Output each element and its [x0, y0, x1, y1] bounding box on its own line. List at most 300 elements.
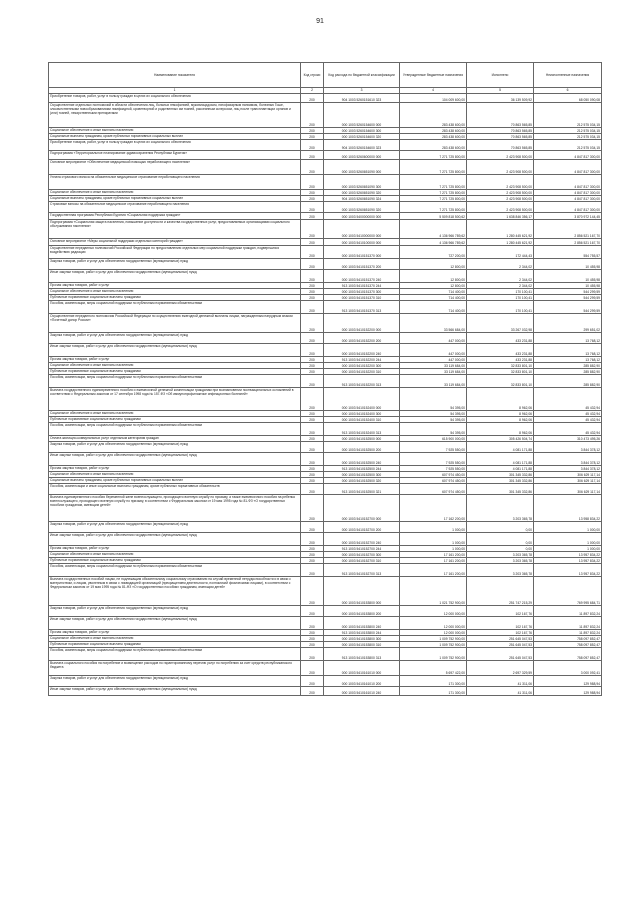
row-remaining: 285 882,90 [534, 375, 602, 388]
row-approved: 54 395,00 [400, 388, 467, 411]
row-executed: 170 100,41 [467, 301, 534, 314]
table-row [49, 259, 602, 270]
row-kbk: 000 1003 5410152500 320 [324, 478, 400, 484]
row-kbk: 000 1003 5410152700 310 [324, 558, 400, 564]
row-line-code: 200 [301, 375, 324, 388]
row-remaining: 3 844 378,12 [534, 466, 602, 472]
row-approved: 7 271 725 800,00 [400, 190, 467, 196]
row-name: Основное мероприятие «Обеспечение медицинской помощью неработающего населения» [49, 160, 301, 175]
table-row [49, 577, 602, 606]
row-remaining: 129 988,94 [534, 687, 602, 696]
row-name: Прочая закупка товаров, работ и услуг [49, 630, 301, 636]
row-name: Выплата государственных пособий лицам, не подлежащим обязательному социальному страхованию на случай временной нетрудоспособности и в связи с материнством, и лицам, уволенным в связи с ликвидацией организаций (прекращением деятельности, полномочий физическими лицами), в соответствии с Федеральным законом от 19 мая 1995 года № 81-ФЗ «О государственных пособиях гражданам, имеющим детей» [49, 577, 301, 606]
row-remaining: 1 000,00 [534, 546, 602, 552]
row-executed: 70 863 565,85 [467, 103, 534, 128]
row-executed: 8 962,06 [467, 388, 534, 411]
row-line-code: 200 [301, 190, 324, 196]
row-kbk: 000 1003 5410152200 240 [324, 344, 400, 357]
row-executed: 32 833 801,10 [467, 375, 534, 388]
row-executed: 3 203 365,78 [467, 564, 534, 577]
row-kbk: 000 1003 5260600000 000 [324, 151, 400, 160]
row-executed: 3 203 365,78 [467, 495, 534, 522]
row-approved: 7 271 725 800,00 [400, 160, 467, 175]
table-row [49, 314, 602, 333]
row-remaining: 13 958 834,22 [534, 495, 602, 522]
row-line-code: 200 [301, 484, 324, 495]
row-line-code: 200 [301, 687, 324, 696]
table-row [49, 333, 602, 344]
row-approved: 4 136 966 789,62 [400, 239, 467, 246]
row-kbk: 000 1003 5410152400 310 [324, 417, 400, 423]
row-approved: 7 271 725 800,00 [400, 196, 467, 202]
table-row [49, 661, 602, 676]
row-name: Социальное обеспечение и иные выплаты населению [49, 472, 301, 478]
row-executed: 2 344,02 [467, 259, 534, 270]
table-row [49, 160, 602, 175]
row-executed: 70 863 565,85 [467, 140, 534, 151]
row-executed: 102 167,76 [467, 617, 534, 630]
row-name: Подпрограмма «Территориальное планирование здравоохранения Республики Бурятия» [49, 151, 301, 160]
row-name: Иные закупки товаров, работ и услуг для обеспечения государственных (муниципальных) нужд [49, 453, 301, 466]
row-approved: 54 395,00 [400, 411, 467, 417]
row-approved: 283 438 600,00 [400, 128, 467, 134]
row-executed: 3 203 365,78 [467, 552, 534, 558]
row-name: Подпрограмма «Социальная защита населения, повышение доступности и качества государственных услуг, предоставляемых организациями социального обслуживания населения» [49, 220, 301, 239]
row-kbk: 000 1003 5410161010 200 [324, 676, 400, 687]
header-line-code: Код строки [301, 63, 324, 88]
row-name: Закупка товаров, работ и услуг для обеспечения государственных (муниципальных) нужд [49, 606, 301, 617]
row-executed: 32 833 801,10 [467, 363, 534, 369]
row-name: Иные закупки товаров, работ и услуг для обеспечения государственных (муниципальных) нужд [49, 344, 301, 357]
row-line-code: 200 [301, 577, 324, 606]
row-line-code: 200 [301, 617, 324, 630]
row-executed: 251 645 047,53 [467, 648, 534, 661]
row-kbk: 000 1003 5410153800 240 [324, 617, 400, 630]
row-name: Пособия, компенсации, меры социальной поддержки по публичным нормативным обязательствам [49, 564, 301, 577]
row-line-code: 200 [301, 436, 324, 442]
row-line-code: 200 [301, 160, 324, 175]
row-approved: 54 395,00 [400, 423, 467, 436]
row-approved: 104 009 600,00 [400, 94, 467, 103]
row-executed: 1 638 846 356,17 [467, 213, 534, 220]
row-remaining: 3 000 092,41 [534, 661, 602, 676]
row-approved: 1 009 752 900,00 [400, 648, 467, 661]
row-kbk: 000 1003 5410152200 300 [324, 363, 400, 369]
table-row [49, 388, 602, 411]
row-approved: 7 925 550,00 [400, 453, 467, 466]
row-line-code: 200 [301, 453, 324, 466]
row-name: Социальные выплаты гражданам, кроме публичных нормативных социальных выплат [49, 478, 301, 484]
table-row [49, 687, 602, 696]
header-unexecuted-appropriations: Неисполненные назначения [534, 63, 602, 88]
row-remaining: 285 882,90 [534, 369, 602, 375]
row-kbk: 000 1003 5410100000 000 [324, 239, 400, 246]
row-executed: 2 423 908 500,00 [467, 202, 534, 213]
row-remaining: 544 299,59 [534, 289, 602, 295]
row-executed: 4 081 171,88 [467, 466, 534, 472]
row-name: Иные закупки товаров, работ и услуг для обеспечения государственных (муниципальных) нужд [49, 270, 301, 283]
row-line-code: 200 [301, 642, 324, 648]
row-remaining: 2 856 521 167,70 [534, 239, 602, 246]
row-kbk: 000 1003 5410151370 310 [324, 295, 400, 301]
row-line-code: 200 [301, 676, 324, 687]
row-remaining: 212 575 034,15 [534, 128, 602, 134]
row-line-code: 200 [301, 259, 324, 270]
row-executed: 433 231,88 [467, 344, 534, 357]
row-line-code: 200 [301, 301, 324, 314]
row-name: Социальное обеспечение и иные выплаты населению [49, 190, 301, 196]
row-kbk: 000 1003 5410000000 000 [324, 220, 400, 239]
row-remaining: 10 455,98 [534, 270, 602, 283]
row-name: Социальное обеспечение и иные выплаты населению [49, 128, 301, 134]
row-kbk: 000 1003 5400000000 000 [324, 213, 400, 220]
row-line-code: 200 [301, 220, 324, 239]
row-remaining: 10 455,98 [534, 259, 602, 270]
table-row [49, 676, 602, 687]
row-line-code: 200 [301, 283, 324, 289]
row-line-code: 200 [301, 388, 324, 411]
row-approved: 12 000 000,00 [400, 606, 467, 617]
row-name: Социальные выплаты гражданам, кроме публичных нормативных социальных выплат [49, 134, 301, 140]
row-kbk: 000 1003 5410151370 000 [324, 246, 400, 259]
row-approved: 33 119 684,00 [400, 375, 467, 388]
row-remaining: 1 000,00 [534, 522, 602, 533]
row-executed: 70 863 565,85 [467, 128, 534, 134]
table-body [49, 94, 602, 696]
row-approved: 4 136 966 789,62 [400, 220, 467, 239]
row-approved: 12 000 000,00 [400, 630, 467, 636]
row-name: Пособия, компенсации, меры социальной поддержки по публичным нормативным обязательствам [49, 648, 301, 661]
row-kbk: 913 1003 5410152500 321 [324, 484, 400, 495]
row-executed: 0,00 [467, 533, 534, 546]
row-approved: 1 000,00 [400, 533, 467, 546]
row-approved: 283 438 600,00 [400, 140, 467, 151]
row-name: Публичные нормативные социальные выплаты гражданам [49, 642, 301, 648]
row-executed: 4 081 171,88 [467, 453, 534, 466]
row-approved: 447 000,00 [400, 344, 467, 357]
row-line-code: 200 [301, 344, 324, 357]
row-executed: 2 423 908 500,00 [467, 175, 534, 190]
row-approved: 5 509 818 500,62 [400, 213, 467, 220]
row-line-code: 200 [301, 175, 324, 190]
row-kbk: 000 1003 5410152400 000 [324, 388, 400, 411]
row-kbk: 000 1003 5410152500 240 [324, 453, 400, 466]
row-line-code: 200 [301, 417, 324, 423]
table-row [49, 213, 602, 220]
row-remaining: 554 755,57 [534, 246, 602, 259]
column-number: 2 [301, 88, 324, 94]
row-approved: 607 974 450,00 [400, 478, 467, 484]
row-name: Прочая закупка товаров, работ и услуг [49, 546, 301, 552]
row-approved: 12 000 000,00 [400, 617, 467, 630]
table-row [49, 522, 602, 533]
row-kbk: 000 1003 5410153800 300 [324, 636, 400, 642]
row-remaining: 3 844 378,12 [534, 442, 602, 453]
row-remaining: 68 050 090,08 [534, 94, 602, 103]
row-approved: 33 119 684,00 [400, 363, 467, 369]
row-executed: 4 081 171,88 [467, 442, 534, 453]
row-remaining: 3 870 972 144,45 [534, 213, 602, 220]
row-line-code: 200 [301, 357, 324, 363]
row-line-code: 200 [301, 472, 324, 478]
row-approved: 1 009 752 900,00 [400, 636, 467, 642]
row-name: Социальное обеспечение и иные выплаты населению [49, 552, 301, 558]
row-executed: 172 444,43 [467, 246, 534, 259]
row-line-code: 200 [301, 369, 324, 375]
row-executed: 41 311,06 [467, 676, 534, 687]
row-name: Публичные нормативные социальные выплаты гражданам [49, 558, 301, 564]
row-kbk: 000 1003 5260651090 300 [324, 175, 400, 190]
row-approved: 17 161 200,00 [400, 552, 467, 558]
row-name: Закупка товаров, работ и услуг для обеспечения государственных (муниципальных) нужд [49, 522, 301, 533]
row-remaining: 13 768,12 [534, 357, 602, 363]
row-line-code: 200 [301, 558, 324, 564]
row-executed: 2 423 908 500,00 [467, 160, 534, 175]
row-name: Выплата государственного единовременного пособия и ежемесячной денежной компенсации гражданам при возникновении поствакцинальных осложнений в соответствии с Федеральным законом от 17 сентября 1998 года № 157-ФЗ «Об иммунопрофилактике инфекционных болезней» [49, 388, 301, 411]
row-approved: 1 021 752 900,00 [400, 577, 467, 606]
row-kbk: 000 1003 5410152700 000 [324, 495, 400, 522]
row-kbk: 904 1003 5260651090 324 [324, 196, 400, 202]
row-approved: 607 974 450,00 [400, 484, 467, 495]
row-kbk: 913 1003 5410152200 244 [324, 357, 400, 363]
row-remaining: 544 299,59 [534, 295, 602, 301]
row-executed: 251 747 215,29 [467, 577, 534, 606]
row-remaining: 13 957 834,22 [534, 564, 602, 577]
table-row [49, 140, 602, 151]
row-executed: 8 962,06 [467, 411, 534, 417]
row-kbk: 000 1003 5410152700 200 [324, 522, 400, 533]
row-remaining: 4 847 817 300,00 [534, 160, 602, 175]
row-name: Осуществление переданного полномочия Российской Федерации по осуществлению ежегодной денежной выплаты лицам, награжденным нагрудным знаком «Почетный донор России» [49, 314, 301, 333]
row-remaining: 758 097 852,47 [534, 642, 602, 648]
row-line-code: 200 [301, 196, 324, 202]
row-remaining: 2 856 521 167,70 [534, 220, 602, 239]
table-row [49, 442, 602, 453]
row-line-code: 200 [301, 522, 324, 533]
row-kbk: 000 1003 5410152700 240 [324, 533, 400, 546]
row-name: Оплата жилищно-коммунальных услуг отдельным категориям граждан [49, 436, 301, 442]
row-kbk: 000 1003 5410151370 200 [324, 259, 400, 270]
row-line-code: 200 [301, 606, 324, 617]
row-name: Прочая закупка товаров, работ и услуг [49, 357, 301, 363]
row-line-code: 200 [301, 466, 324, 472]
header-budget-classification-code: Код расхода по бюджетной классификации [324, 63, 400, 88]
row-name: Пособия, компенсации и иные социальные выплаты гражданам, кроме публичных нормативных обязательств [49, 484, 301, 495]
column-number: 3 [324, 88, 400, 94]
row-remaining: 299 651,02 [534, 314, 602, 333]
row-name: Социальное обеспечение и иные выплаты населению [49, 636, 301, 642]
row-kbk: 000 1003 5410151370 300 [324, 289, 400, 295]
row-name: Иные закупки товаров, работ и услуг для обеспечения государственных (муниципальных) нужд [49, 617, 301, 630]
row-remaining: 306 629 117,14 [534, 472, 602, 478]
row-approved: 54 395,00 [400, 417, 467, 423]
budget-execution-table [48, 62, 602, 696]
row-executed: 33 267 032,98 [467, 314, 534, 333]
row-remaining: 1 000,00 [534, 533, 602, 546]
row-line-code: 200 [301, 411, 324, 417]
table-row [49, 151, 602, 160]
row-executed: 305 426 504,74 [467, 436, 534, 442]
row-name: Закупка товаров, работ и услуг для обеспечения государственных (муниципальных) нужд [49, 333, 301, 344]
row-line-code: 200 [301, 128, 324, 134]
row-approved: 7 925 550,00 [400, 442, 467, 453]
row-name: Закупка товаров, работ и услуг для обеспечения государственных (муниципальных) нужд [49, 259, 301, 270]
row-name: Государственная программа Республики Бурятия «Социальная поддержка граждан» [49, 213, 301, 220]
row-remaining: 4 847 817 300,00 [534, 196, 602, 202]
row-name: Пособия, компенсации, меры социальной поддержки по публичным нормативным обязательствам [49, 423, 301, 436]
row-approved: 5 697 422,00 [400, 661, 467, 676]
table-row [49, 239, 602, 246]
table-row [49, 375, 602, 388]
row-line-code: 200 [301, 478, 324, 484]
row-executed: 301 345 332,86 [467, 478, 534, 484]
row-kbk: 000 1003 5260651090 000 [324, 160, 400, 175]
row-kbk: 000 1003 5410152200 310 [324, 369, 400, 375]
row-approved: 447 000,00 [400, 333, 467, 344]
row-remaining: 212 575 034,15 [534, 140, 602, 151]
row-line-code: 200 [301, 648, 324, 661]
row-name: Приобретение товаров, работ, услуг в пользу граждан в целях их социального обеспечения [49, 140, 301, 151]
row-kbk: 000 1003 5410152500 000 [324, 436, 400, 442]
row-line-code: 200 [301, 94, 324, 103]
row-remaining: 11 897 832,24 [534, 617, 602, 630]
row-kbk: 000 1003 5410153800 200 [324, 606, 400, 617]
table-row [49, 617, 602, 630]
row-executed: 36 139 509,92 [467, 94, 534, 103]
table-row [49, 175, 602, 190]
row-line-code: 200 [301, 103, 324, 128]
row-line-code: 200 [301, 636, 324, 642]
row-kbk: 000 1003 5410161010 000 [324, 661, 400, 676]
row-remaining: 45 432,94 [534, 411, 602, 417]
row-executed: 2 423 908 500,00 [467, 196, 534, 202]
row-remaining: 3 844 378,12 [534, 453, 602, 466]
row-name: Осуществление отдельных полномочий в области обеспечения лиц, больных гемофилией, муковисцидозом, гипофизарным нанизмом, болезнью Гоше, злокачественными новообразованиями лимфоидной, кроветворной и родственных им тканей, рассеянным склерозом, лиц после трансплантации органов и (или) тканей, лекарственными препаратами [49, 103, 301, 128]
row-name: Социальное обеспечение и иные выплаты населению [49, 363, 301, 369]
row-approved: 714 400,00 [400, 289, 467, 295]
row-name: Публичные нормативные социальные выплаты гражданам [49, 417, 301, 423]
row-approved: 283 438 600,00 [400, 103, 467, 128]
row-remaining: 758 097 852,47 [534, 636, 602, 642]
row-remaining: 10 455,98 [534, 283, 602, 289]
row-kbk: 000 1003 5410152200 000 [324, 314, 400, 333]
table-row [49, 564, 602, 577]
row-remaining: 13 768,12 [534, 333, 602, 344]
row-name: Приобретение товаров, работ, услуг в пользу граждан в целях их социального обеспечения [49, 94, 301, 103]
header-executed: Исполнено [467, 63, 534, 88]
column-number: 4 [400, 88, 467, 94]
row-remaining: 544 299,59 [534, 301, 602, 314]
table-header-row [49, 63, 602, 88]
row-line-code: 200 [301, 546, 324, 552]
row-executed: 1 280 445 621,92 [467, 239, 534, 246]
row-name: Публичные нормативные социальные выплаты гражданам [49, 295, 301, 301]
row-executed: 2 344,02 [467, 270, 534, 283]
row-kbk: 904 1003 5260151610 323 [324, 94, 400, 103]
row-executed: 102 167,76 [467, 630, 534, 636]
row-remaining: 13 768,12 [534, 344, 602, 357]
row-line-code: 200 [301, 140, 324, 151]
row-line-code: 200 [301, 202, 324, 213]
row-name: Страховые взносы на обязательное медицинское страхование неработающего населения [49, 202, 301, 213]
row-name: Выплата социального пособия на погребение и возмещение расходов по гарантированному перечню услуг по погребению за счет средств республиканского бюджета [49, 661, 301, 676]
row-approved: 447 000,00 [400, 357, 467, 363]
row-kbk: 000 1003 5410152400 300 [324, 411, 400, 417]
row-executed: 170 100,41 [467, 295, 534, 301]
row-kbk: 913 1003 5410152700 313 [324, 564, 400, 577]
row-remaining: 11 897 832,24 [534, 606, 602, 617]
row-executed: 41 311,06 [467, 687, 534, 696]
row-name: Закупка товаров, работ и услуг для обеспечения государственных (муниципальных) нужд [49, 676, 301, 687]
row-kbk: 000 1003 5260154600 000 [324, 103, 400, 128]
row-name: Иные закупки товаров, работ и услуг для обеспечения государственных (муниципальных) нужд [49, 687, 301, 696]
row-kbk: 000 1003 5410152200 200 [324, 333, 400, 344]
table-row [49, 270, 602, 283]
row-kbk: 000 1003 5260154600 300 [324, 128, 400, 134]
row-name: Выплата единовременного пособия беременной жене военнослужащего, проходящего военную службу по призыву, а также ежемесячного пособия на ребенка военнослужащего, проходящего военную службу по призыву, в соответствии с Федеральным законом от 19 мая 1995 года № 81-ФЗ «О государственных пособиях гражданам, имеющим детей» [49, 495, 301, 522]
row-approved: 171 300,00 [400, 687, 467, 696]
row-approved: 607 974 450,00 [400, 472, 467, 478]
table-row [49, 484, 602, 495]
row-line-code: 200 [301, 661, 324, 676]
row-executed: 433 231,88 [467, 333, 534, 344]
table-row [49, 344, 602, 357]
row-approved: 615 900 000,00 [400, 436, 467, 442]
row-kbk: 000 1003 5410152700 300 [324, 552, 400, 558]
row-kbk: 000 1003 5410152500 200 [324, 442, 400, 453]
row-line-code: 200 [301, 630, 324, 636]
row-line-code: 200 [301, 295, 324, 301]
row-line-code: 200 [301, 134, 324, 140]
row-remaining: 4 847 817 300,00 [534, 151, 602, 160]
row-remaining: 4 847 817 300,00 [534, 175, 602, 190]
table-row [49, 202, 602, 213]
row-executed: 170 100,41 [467, 289, 534, 295]
row-kbk: 913 1003 5410151370 313 [324, 301, 400, 314]
row-remaining: 306 629 117,14 [534, 478, 602, 484]
row-approved: 12 800,00 [400, 270, 467, 283]
column-number: 5 [467, 88, 534, 94]
row-executed: 3 203 365,78 [467, 558, 534, 564]
row-line-code: 200 [301, 246, 324, 259]
row-kbk: 000 1003 5410151370 240 [324, 270, 400, 283]
row-remaining: 13 957 834,22 [534, 552, 602, 558]
row-kbk: 000 1003 5410153800 000 [324, 577, 400, 606]
row-approved: 1 009 752 900,00 [400, 642, 467, 648]
row-executed: 0,00 [467, 522, 534, 533]
row-remaining: 11 897 832,24 [534, 630, 602, 636]
row-line-code: 200 [301, 564, 324, 577]
row-remaining: 212 575 034,15 [534, 134, 602, 140]
row-name: Осуществление переданных полномочий Российской Федерации по предоставлению отдельных мер социальной поддержки граждан, подвергшихся воздействию радиации [49, 246, 301, 259]
row-line-code: 200 [301, 314, 324, 333]
row-executed: 32 833 801,10 [467, 369, 534, 375]
row-line-code: 200 [301, 495, 324, 522]
table-row [49, 453, 602, 466]
table-row [49, 103, 602, 128]
row-kbk: 000 1003 5260154600 320 [324, 134, 400, 140]
row-executed: 102 167,76 [467, 606, 534, 617]
row-kbk: 000 1003 5260651090 320 [324, 190, 400, 196]
row-remaining: 212 575 034,15 [534, 103, 602, 128]
row-executed: 2 697 329,59 [467, 661, 534, 676]
row-executed: 1 280 445 621,92 [467, 220, 534, 239]
row-remaining: 4 847 817 300,00 [534, 202, 602, 213]
row-name: Основное мероприятие «Меры социальной поддержки отдельных категорий граждан» [49, 239, 301, 246]
row-kbk: 000 1003 5410161010 240 [324, 687, 400, 696]
table-row [49, 648, 602, 661]
row-approved: 7 271 725 800,00 [400, 151, 467, 160]
